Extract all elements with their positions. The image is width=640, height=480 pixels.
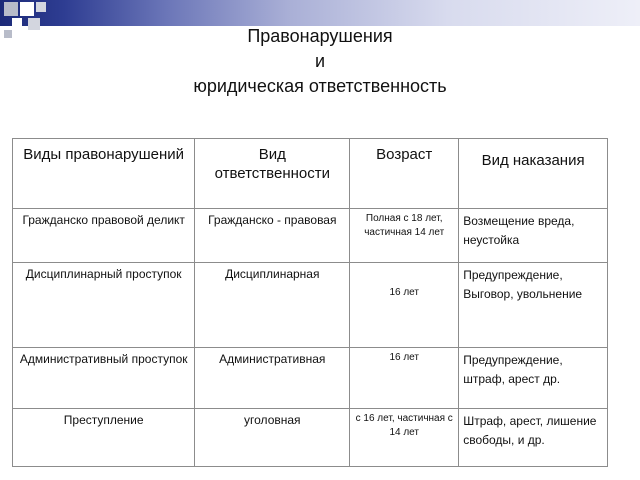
responsibility-cell: уголовная bbox=[195, 409, 350, 467]
age-value: 16 лет bbox=[389, 287, 419, 298]
offense-type-cell: Административный проступок bbox=[13, 348, 195, 409]
title-line-2: и bbox=[314, 51, 326, 71]
responsibility-cell: Гражданско - правовая bbox=[195, 209, 350, 263]
title-line-3: юридическая ответственность bbox=[193, 76, 447, 96]
offense-type-cell: Гражданско правовой деликт bbox=[13, 209, 195, 263]
title-line-1: Правонарушения bbox=[247, 26, 393, 46]
header-punishment-label: Вид наказания bbox=[481, 152, 585, 169]
offense-type-cell: Дисциплинарный проступок bbox=[13, 263, 195, 348]
header-offense-type: Виды правонарушений bbox=[13, 139, 195, 209]
header-age: Возраст bbox=[350, 139, 459, 209]
responsibility-cell: Административная bbox=[195, 348, 350, 409]
offense-type-cell: Преступление bbox=[13, 409, 195, 467]
punishment-cell: Возмещение вреда, неустойка bbox=[459, 209, 608, 263]
table-header-row bbox=[13, 139, 608, 209]
punishment-cell: Штраф, арест, лишение свободы, и др. bbox=[459, 409, 608, 467]
header-punishment bbox=[459, 139, 608, 209]
header-responsibility: Вид ответственности bbox=[195, 139, 350, 209]
table-row bbox=[13, 409, 608, 467]
table-row bbox=[13, 263, 608, 348]
slide-title bbox=[0, 24, 640, 99]
age-cell bbox=[350, 263, 459, 348]
age-cell: с 16 лет, частичная с 14 лет bbox=[350, 409, 459, 467]
punishment-cell: Предупреждение, Выговор, увольнение bbox=[459, 263, 608, 348]
age-cell: 16 лет bbox=[350, 348, 459, 409]
responsibility-cell: Дисциплинарная bbox=[195, 263, 350, 348]
table-row bbox=[13, 348, 608, 409]
punishment-cell: Предупреждение, штраф, арест др. bbox=[459, 348, 608, 409]
offenses-table bbox=[12, 138, 608, 467]
age-cell: Полная с 18 лет, частичная 14 лет bbox=[350, 209, 459, 263]
table-row bbox=[13, 209, 608, 263]
header-gradient-band bbox=[0, 0, 640, 26]
